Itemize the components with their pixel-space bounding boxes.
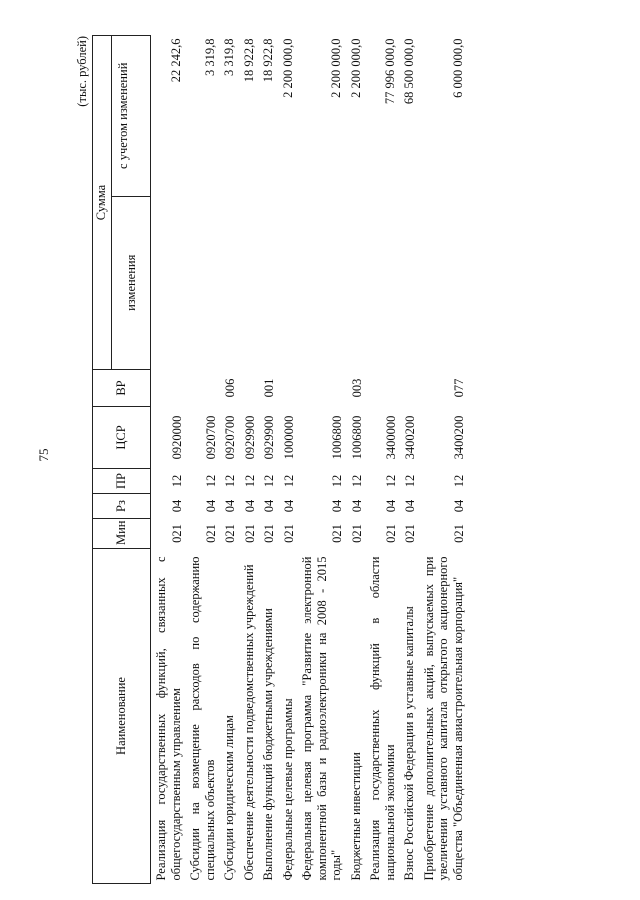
- cell-vr: 006: [223, 378, 237, 398]
- units-note: (тыс. рублей): [75, 36, 89, 107]
- cell-vr: [239, 370, 259, 407]
- cell-total: 18 922,8: [241, 38, 256, 83]
- cell-pr: 12: [242, 474, 257, 488]
- cell-name: Реализация государственных функций, связанных с общегосударственным управлением: [154, 556, 183, 881]
- table-row: [258, 36, 278, 884]
- cell-rz: 04: [169, 499, 184, 513]
- header-sum: Сумма: [93, 36, 112, 369]
- cell-name: Взнос Российской Федерации в уставные капиталы: [402, 606, 416, 881]
- cell-total: 2 200 000,0: [348, 38, 363, 98]
- cell-name: Приобретение дополнительных акций, выпускаемых при увеличении уставного капитала открытого акционерного общества "Объединенная авиастроительная корпорация": [421, 556, 465, 881]
- cell-rz: 04: [242, 499, 257, 513]
- table-row: [365, 36, 399, 884]
- cell-rz: 04: [223, 499, 237, 513]
- cell-min: 021: [403, 524, 417, 543]
- cell-name: Федеральные целевые программы: [280, 698, 295, 881]
- cell-total: 2 200 000,0: [280, 38, 295, 98]
- cell-name: Субсидии юридическим лицам: [222, 715, 236, 881]
- cell-csr: 3400200: [451, 415, 466, 460]
- cell-min: 021: [451, 524, 466, 543]
- cell-total: 18 922,8: [261, 38, 275, 83]
- header-sum-subcols: [112, 36, 151, 369]
- cell-change: [365, 196, 399, 370]
- table-row: [219, 36, 239, 884]
- cell-min: 021: [281, 524, 296, 543]
- cell-pr: 12: [349, 474, 364, 488]
- cell-csr: 3400000: [383, 415, 398, 460]
- cell-vr: 077: [451, 378, 466, 398]
- cell-total: 68 500 000,0: [402, 38, 416, 105]
- cell-min: 021: [223, 524, 237, 543]
- cell-pr: 12: [281, 474, 296, 488]
- cell-rz: 04: [262, 499, 276, 513]
- cell-csr: 3400200: [403, 415, 417, 460]
- cell-pr: 12: [203, 474, 218, 488]
- cell-min: 021: [203, 524, 218, 543]
- cell-change: [151, 196, 186, 370]
- header-with-change: с учетом изменений: [115, 62, 130, 169]
- cell-min: 021: [330, 524, 344, 543]
- table-row: [297, 36, 346, 884]
- cell-rz: 04: [403, 499, 417, 513]
- cell-pr: 12: [262, 474, 276, 488]
- cell-min: 021: [262, 524, 276, 543]
- cell-vr: 003: [349, 378, 364, 398]
- table-row: [239, 36, 259, 884]
- cell-name: Выполнение функций бюджетными учреждениями: [261, 608, 275, 881]
- cell-change: [239, 196, 259, 370]
- cell-total: 3 319,8: [222, 38, 236, 76]
- cell-min: 021: [383, 524, 398, 543]
- budget-table-container: [75, 36, 592, 884]
- cell-total: 2 200 000,0: [329, 38, 343, 98]
- cell-rz: 04: [451, 499, 466, 513]
- header-sum-group: [93, 36, 151, 370]
- cell-csr: 1000000: [281, 415, 296, 460]
- header-pr: ПР: [93, 469, 151, 494]
- page-number: 75: [36, 448, 51, 462]
- header-name: Наименование: [93, 549, 151, 884]
- cell-csr: 1006800: [349, 415, 364, 460]
- cell-change: [399, 196, 419, 370]
- cell-rz: 04: [383, 499, 398, 513]
- cell-total: 22 242,6: [168, 38, 183, 83]
- cell-min: 021: [349, 524, 364, 543]
- table-row: [278, 36, 298, 884]
- cell-pr: 12: [451, 474, 466, 488]
- cell-rz: 04: [203, 499, 218, 513]
- cell-csr: 0929900: [262, 415, 276, 460]
- cell-pr: 12: [169, 474, 184, 488]
- cell-min: 021: [169, 524, 184, 543]
- cell-pr: 12: [383, 474, 398, 488]
- cell-vr: [278, 370, 298, 407]
- cell-change: [219, 196, 239, 370]
- cell-vr: [297, 370, 346, 407]
- cell-change: [297, 196, 346, 370]
- cell-name: Бюджетные инвестиции: [348, 752, 363, 881]
- cell-csr: 1006800: [330, 415, 344, 460]
- cell-change: [346, 196, 366, 370]
- header-vr: ВР: [93, 370, 151, 407]
- cell-pr: 12: [330, 474, 344, 488]
- cell-change: [419, 196, 468, 370]
- table-row: [185, 36, 219, 884]
- cell-rz: 04: [281, 499, 296, 513]
- header-rz: Рз: [93, 494, 151, 519]
- header-csr: ЦСР: [93, 407, 151, 469]
- cell-change: [185, 196, 219, 370]
- cell-csr: 0920700: [223, 415, 237, 460]
- header-row: [93, 36, 151, 884]
- cell-vr: [399, 370, 419, 407]
- header-min: Мин: [93, 519, 151, 549]
- table-row: [151, 36, 186, 884]
- table-row: [399, 36, 419, 884]
- cell-change: [258, 196, 278, 370]
- cell-csr: 0929900: [242, 415, 257, 460]
- header-change: изменения: [112, 196, 151, 369]
- cell-pr: 12: [223, 474, 237, 488]
- cell-name: Субсидии на возмещение расходов по содержанию специальных объектов: [188, 556, 217, 881]
- cell-csr: 0920000: [169, 415, 184, 460]
- cell-vr: [151, 370, 186, 407]
- cell-total: 6 000 000,0: [450, 38, 465, 98]
- cell-rz: 04: [349, 499, 364, 513]
- cell-min: 021: [242, 524, 257, 543]
- cell-total: 3 319,8: [202, 38, 217, 76]
- cell-change: [278, 196, 298, 370]
- cell-vr: 001: [262, 378, 276, 398]
- cell-name: Федеральная целевая программа "Развитие электронной компонентной базы и радиоэлектроники на 2008 - 2015 годы": [300, 556, 343, 881]
- cell-name: Реализация государственных функций в области национальной экономики: [368, 556, 397, 881]
- table-row: [346, 36, 366, 884]
- cell-total: 77 996 000,0: [382, 38, 397, 105]
- cell-csr: 0920700: [203, 415, 218, 460]
- cell-vr: [365, 370, 399, 407]
- cell-rz: 04: [330, 499, 344, 513]
- cell-name: Обеспечение деятельности подведомственных учреждений: [241, 564, 256, 881]
- table-body: [151, 36, 468, 884]
- cell-vr: [185, 370, 219, 407]
- budget-table: [92, 35, 467, 884]
- table-row: [419, 36, 468, 884]
- cell-pr: 12: [403, 474, 417, 488]
